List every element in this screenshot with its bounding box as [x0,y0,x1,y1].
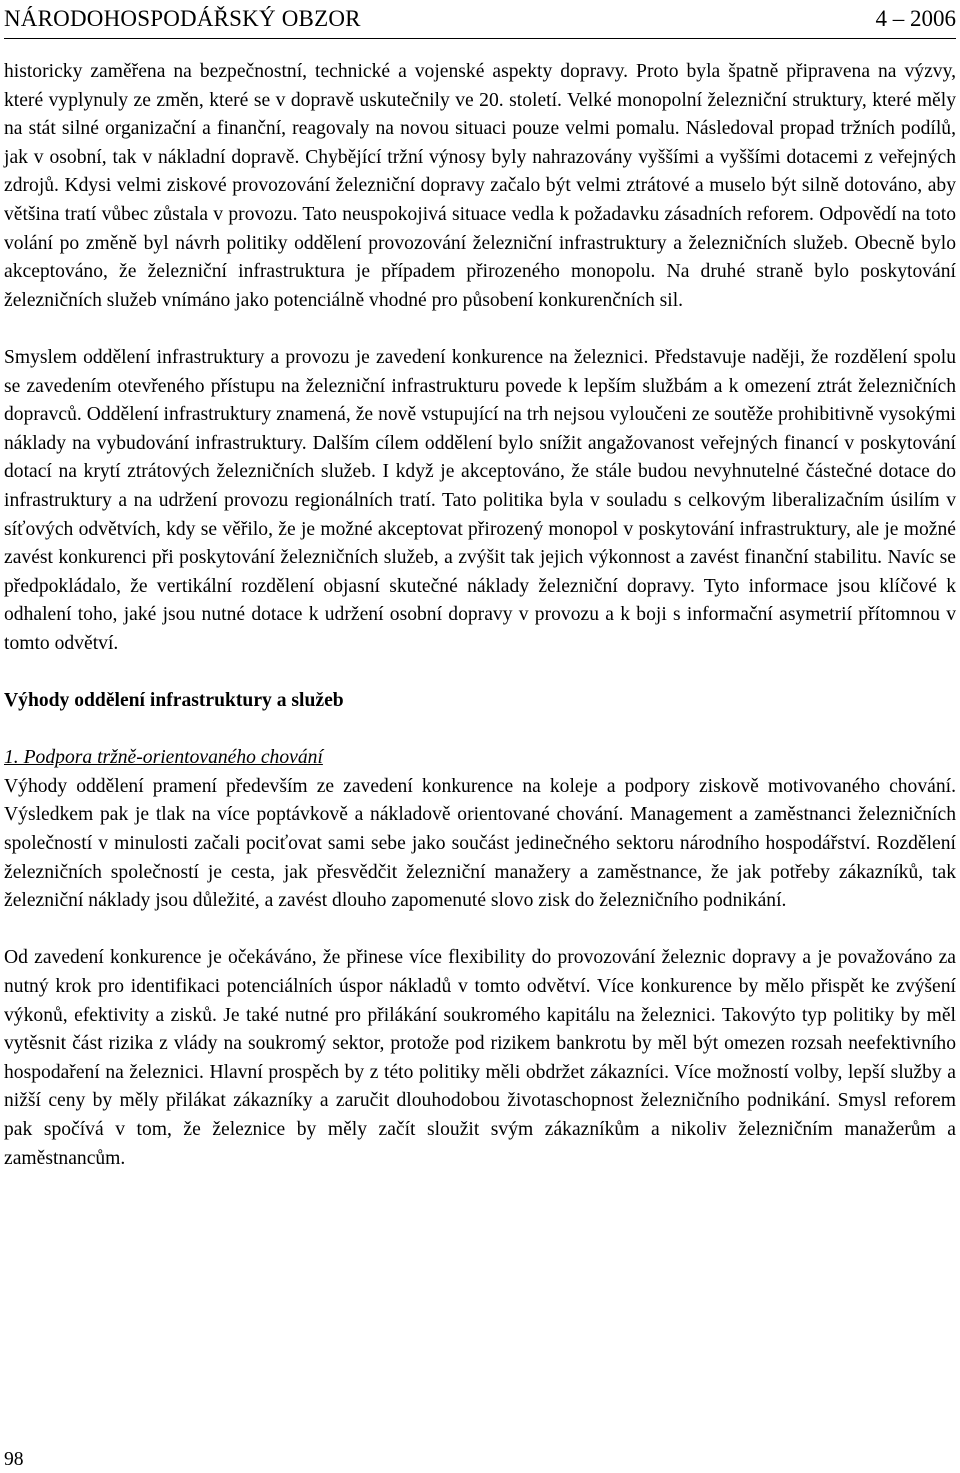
issue-number: 4 – 2006 [875,6,956,31]
paragraph-4: Od zavedení konkurence je očekáváno, že přinese více flexibility do provozování železnic dopravy a je považováno za nutný krok pro identifikaci potenciálních úspor nákladů v tomto odvětví. Více konkurence by mělo přispět ke zvýšení výkonů, efektivity a zisků. Je také nutné pro přilákání soukromého kapitálu na železnici. Takovýto typ politiky by měl vytěsnit část rizika z vlády na soukromý sektor, protože pod rizikem bankrotu by měl být omezen rozsah neefektivního hospodaření na železnici. Hlavní prospěch by z této politiky měli obdržet zákazníci. Více možností volby, lepší služby a nižší ceny by měly přilákat zákazníky a zaručit dlouhodobou životaschopnost železničního podnikání. Smysl reforem pak spočívá v tom, že železnice by měly začít sloužit svým zákazníkům a nikoliv železničním manažerům a zaměstnancům. [4,947,956,1169]
paragraph-3: Výhody oddělení pramení především ze zavedení konkurence na koleje a podpory ziskově motivovaného chování. Výsledkem pak je tlak na více poptávkově a nákladově orientované chování. Management a zaměstnanci železničních společností v minulosti začali pociťovat sami sebe jako součást jedinečného sektoru národního hospodářství. Rozdělení železničních společností je cesta, jak přesvědčit železniční manažery a zaměstnance, že jak potřeby zákazníků, tak železniční náklady jsou důležité, a zavést dlouho zapomenuté slovo zisk do železničního podnikání. [4,775,956,912]
document-page [4,0,956,1169]
subsection-heading: 1. Podpora tržně-orientovaného chování [4,747,323,769]
paragraph-1: historicky zaměřena na bezpečnostní, technické a vojenské aspekty dopravy. Proto byla špatně připravena na výzvy, které vyplynuly ze změn, které se v dopravě uskutečnily ve 20. století. Velké monopolní železniční struktury, které měly na stát silné organizační a finanční, reagovaly na novou situaci pouze velmi pomalu. Následoval propad tržních podílů, jak v osobní, tak v nákladní dopravě. Chybějící tržní výnosy byly nahrazovány vyššími a vyššími dotacemi z veřejných zdrojů. Kdysi velmi ziskové provozování železniční dopravy začalo být velmi ztrátové a muselo být silně dotováno, aby většina tratí vůbec zůstala v provozu. Tato neuspokojivá situace vedla k požadavku zásadních reforem. Odpovědí na toto volání po změně byl návrh politiky oddělení provozování železniční infrastruktury a železničních služeb. Obecně bylo akceptováno, že železniční infrastruktura je případem přirozeného monopolu. Na druhé straně bylo poskytování železničních služeb vnímáno jako potenciálně vhodné pro působení konkurenčních sil. [4,61,956,311]
journal-title: NÁRODOHOSPODÁŘSKÝ OBZOR [4,6,361,31]
running-header [4,0,956,39]
page-number: 98 [4,1449,24,1470]
section-heading: Výhody oddělení infrastruktury a služeb [4,690,344,712]
article-body [4,58,956,1173]
paragraph-2: Smyslem oddělení infrastruktury a provozu je zavedení konkurence na železnici. Představuje naději, že rozdělení spolu se zavedením otevřeného přístupu na železniční infrastrukturu povede k lepším službám a k omezení ztrát železničních dopravců. Oddělení infrastruktury znamená, že nově vstupující na trh nejsou vyloučeni ze soutěže prohibitivně vysokými náklady na vybudování infrastruktury. Dalším cílem oddělení bylo snížit angažovanost veřejných financí v poskytování dotací na krytí ztrátových železničních služeb. I když je akceptováno, že stále budou nevyhnutelné částečné dotace do infrastruktury a na udržení provozu regionálních tratí. Tato politika byla v souladu s celkovým liberalizačním úsilím v síťových odvětvích, kdy se věřilo, že je možné akceptovat přirozený monopol v poskytování infrastruktury, ale je možné zavést konkurenci při poskytování železničních služeb, a zvýšit tak jejich výkonnost a zavést finanční stabilitu. Navíc se předpokládalo, že vertikální rozdělení objasní skutečné náklady železniční dopravy. Tyto informace jsou klíčové k odhalení toho, jaké jsou nutné dotace k udržení osobní dopravy v provozu a k boji s informační asymetrií přítomnou v tomto odvětví. [4,346,956,654]
